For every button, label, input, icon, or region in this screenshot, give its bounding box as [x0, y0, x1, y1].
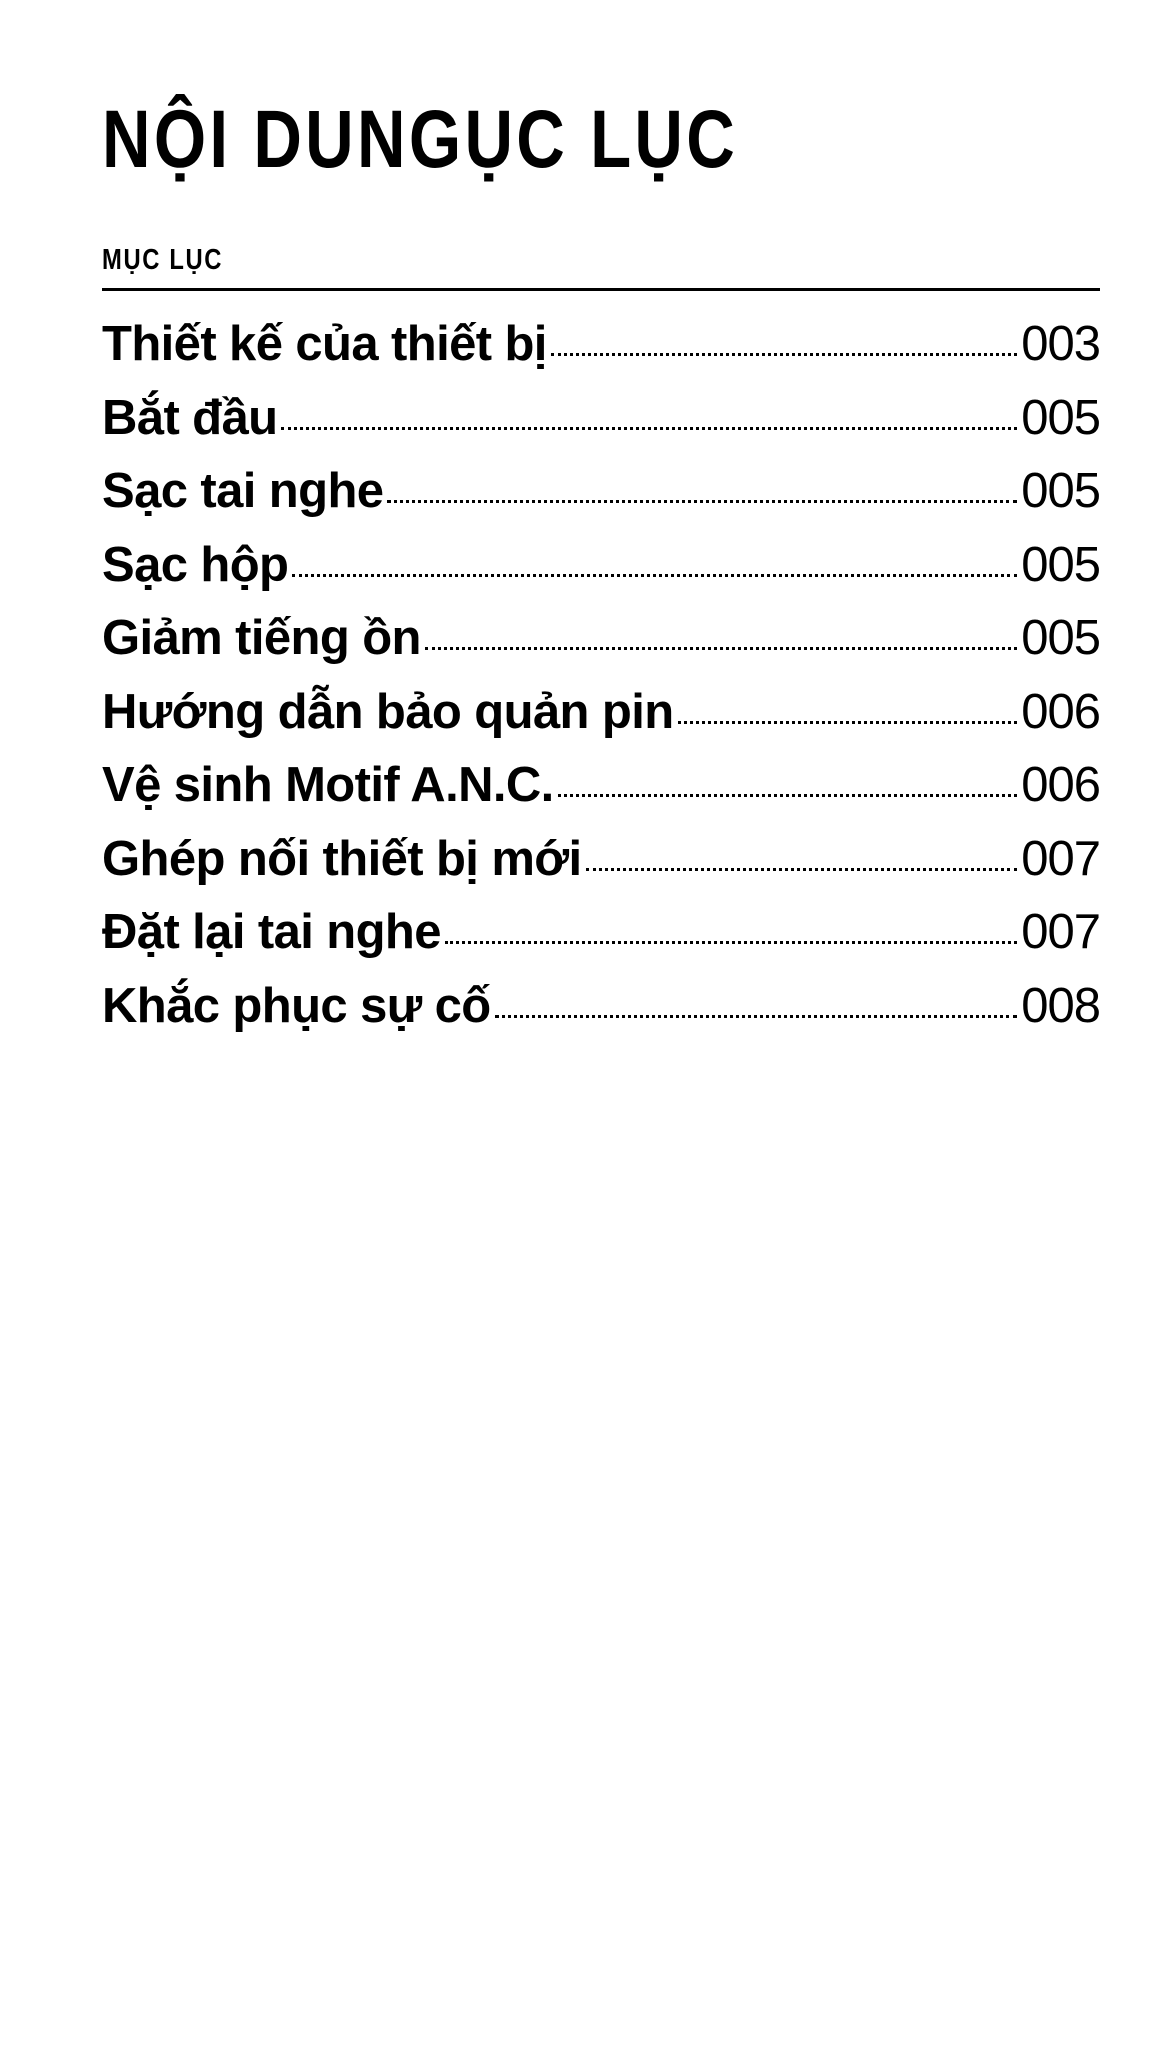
toc-entry-title: Bắt đầu	[102, 390, 278, 445]
toc-entry-page: 005	[1021, 390, 1100, 445]
toc-entry-page: 005	[1021, 537, 1100, 592]
toc-entry-page: 006	[1021, 758, 1100, 812]
toc-entry-title: Hướng dẫn bảo quản pin	[102, 684, 674, 739]
dot-leader	[551, 353, 1017, 356]
dot-leader	[425, 647, 1017, 650]
toc-entry[interactable]	[102, 308, 1100, 382]
toc-entry[interactable]	[102, 823, 1100, 897]
toc-entry-page: 007	[1021, 905, 1100, 959]
toc-entry-title: Sạc hộp	[102, 537, 289, 592]
toc-entry-title: Sạc tai nghe	[102, 464, 384, 518]
dot-leader	[445, 941, 1017, 944]
dot-leader	[495, 1015, 1018, 1018]
dot-leader	[558, 794, 1018, 797]
dot-leader	[281, 427, 1017, 430]
toc-entry-page: 005	[1021, 464, 1100, 518]
toc-entry[interactable]	[102, 749, 1100, 823]
toc-entry-page: 005	[1021, 611, 1100, 665]
toc-entry[interactable]	[102, 970, 1100, 1044]
toc-entry[interactable]	[102, 602, 1100, 676]
toc-entry-title: Khắc phục sự cố	[102, 978, 491, 1033]
table-of-contents	[102, 308, 1100, 1043]
dot-leader	[678, 721, 1018, 724]
toc-entry-page: 008	[1021, 978, 1100, 1033]
toc-entry-title: Ghép nối thiết bị mới	[102, 831, 582, 886]
toc-entry-page: 007	[1021, 831, 1100, 886]
toc-entry[interactable]	[102, 676, 1100, 750]
toc-entry[interactable]	[102, 455, 1100, 529]
dot-leader	[292, 574, 1017, 577]
toc-entry[interactable]	[102, 382, 1100, 456]
toc-entry-title: Giảm tiếng ồn	[102, 611, 421, 665]
toc-entry[interactable]	[102, 529, 1100, 603]
section-label: MỤC LỤC	[102, 244, 224, 276]
toc-entry[interactable]	[102, 896, 1100, 970]
dot-leader	[586, 868, 1018, 871]
toc-entry-page: 003	[1021, 317, 1100, 371]
toc-entry-title: Vệ sinh Motif A.N.C.	[102, 758, 554, 812]
toc-entry-title: Thiết kế của thiết bị	[102, 317, 547, 371]
dot-leader	[387, 500, 1017, 503]
toc-entry-title: Đặt lại tai nghe	[102, 905, 441, 959]
toc-entry-page: 006	[1021, 684, 1100, 739]
page-title: NỘI DUNGỤC LỤC	[102, 94, 739, 185]
section-divider	[102, 288, 1100, 291]
